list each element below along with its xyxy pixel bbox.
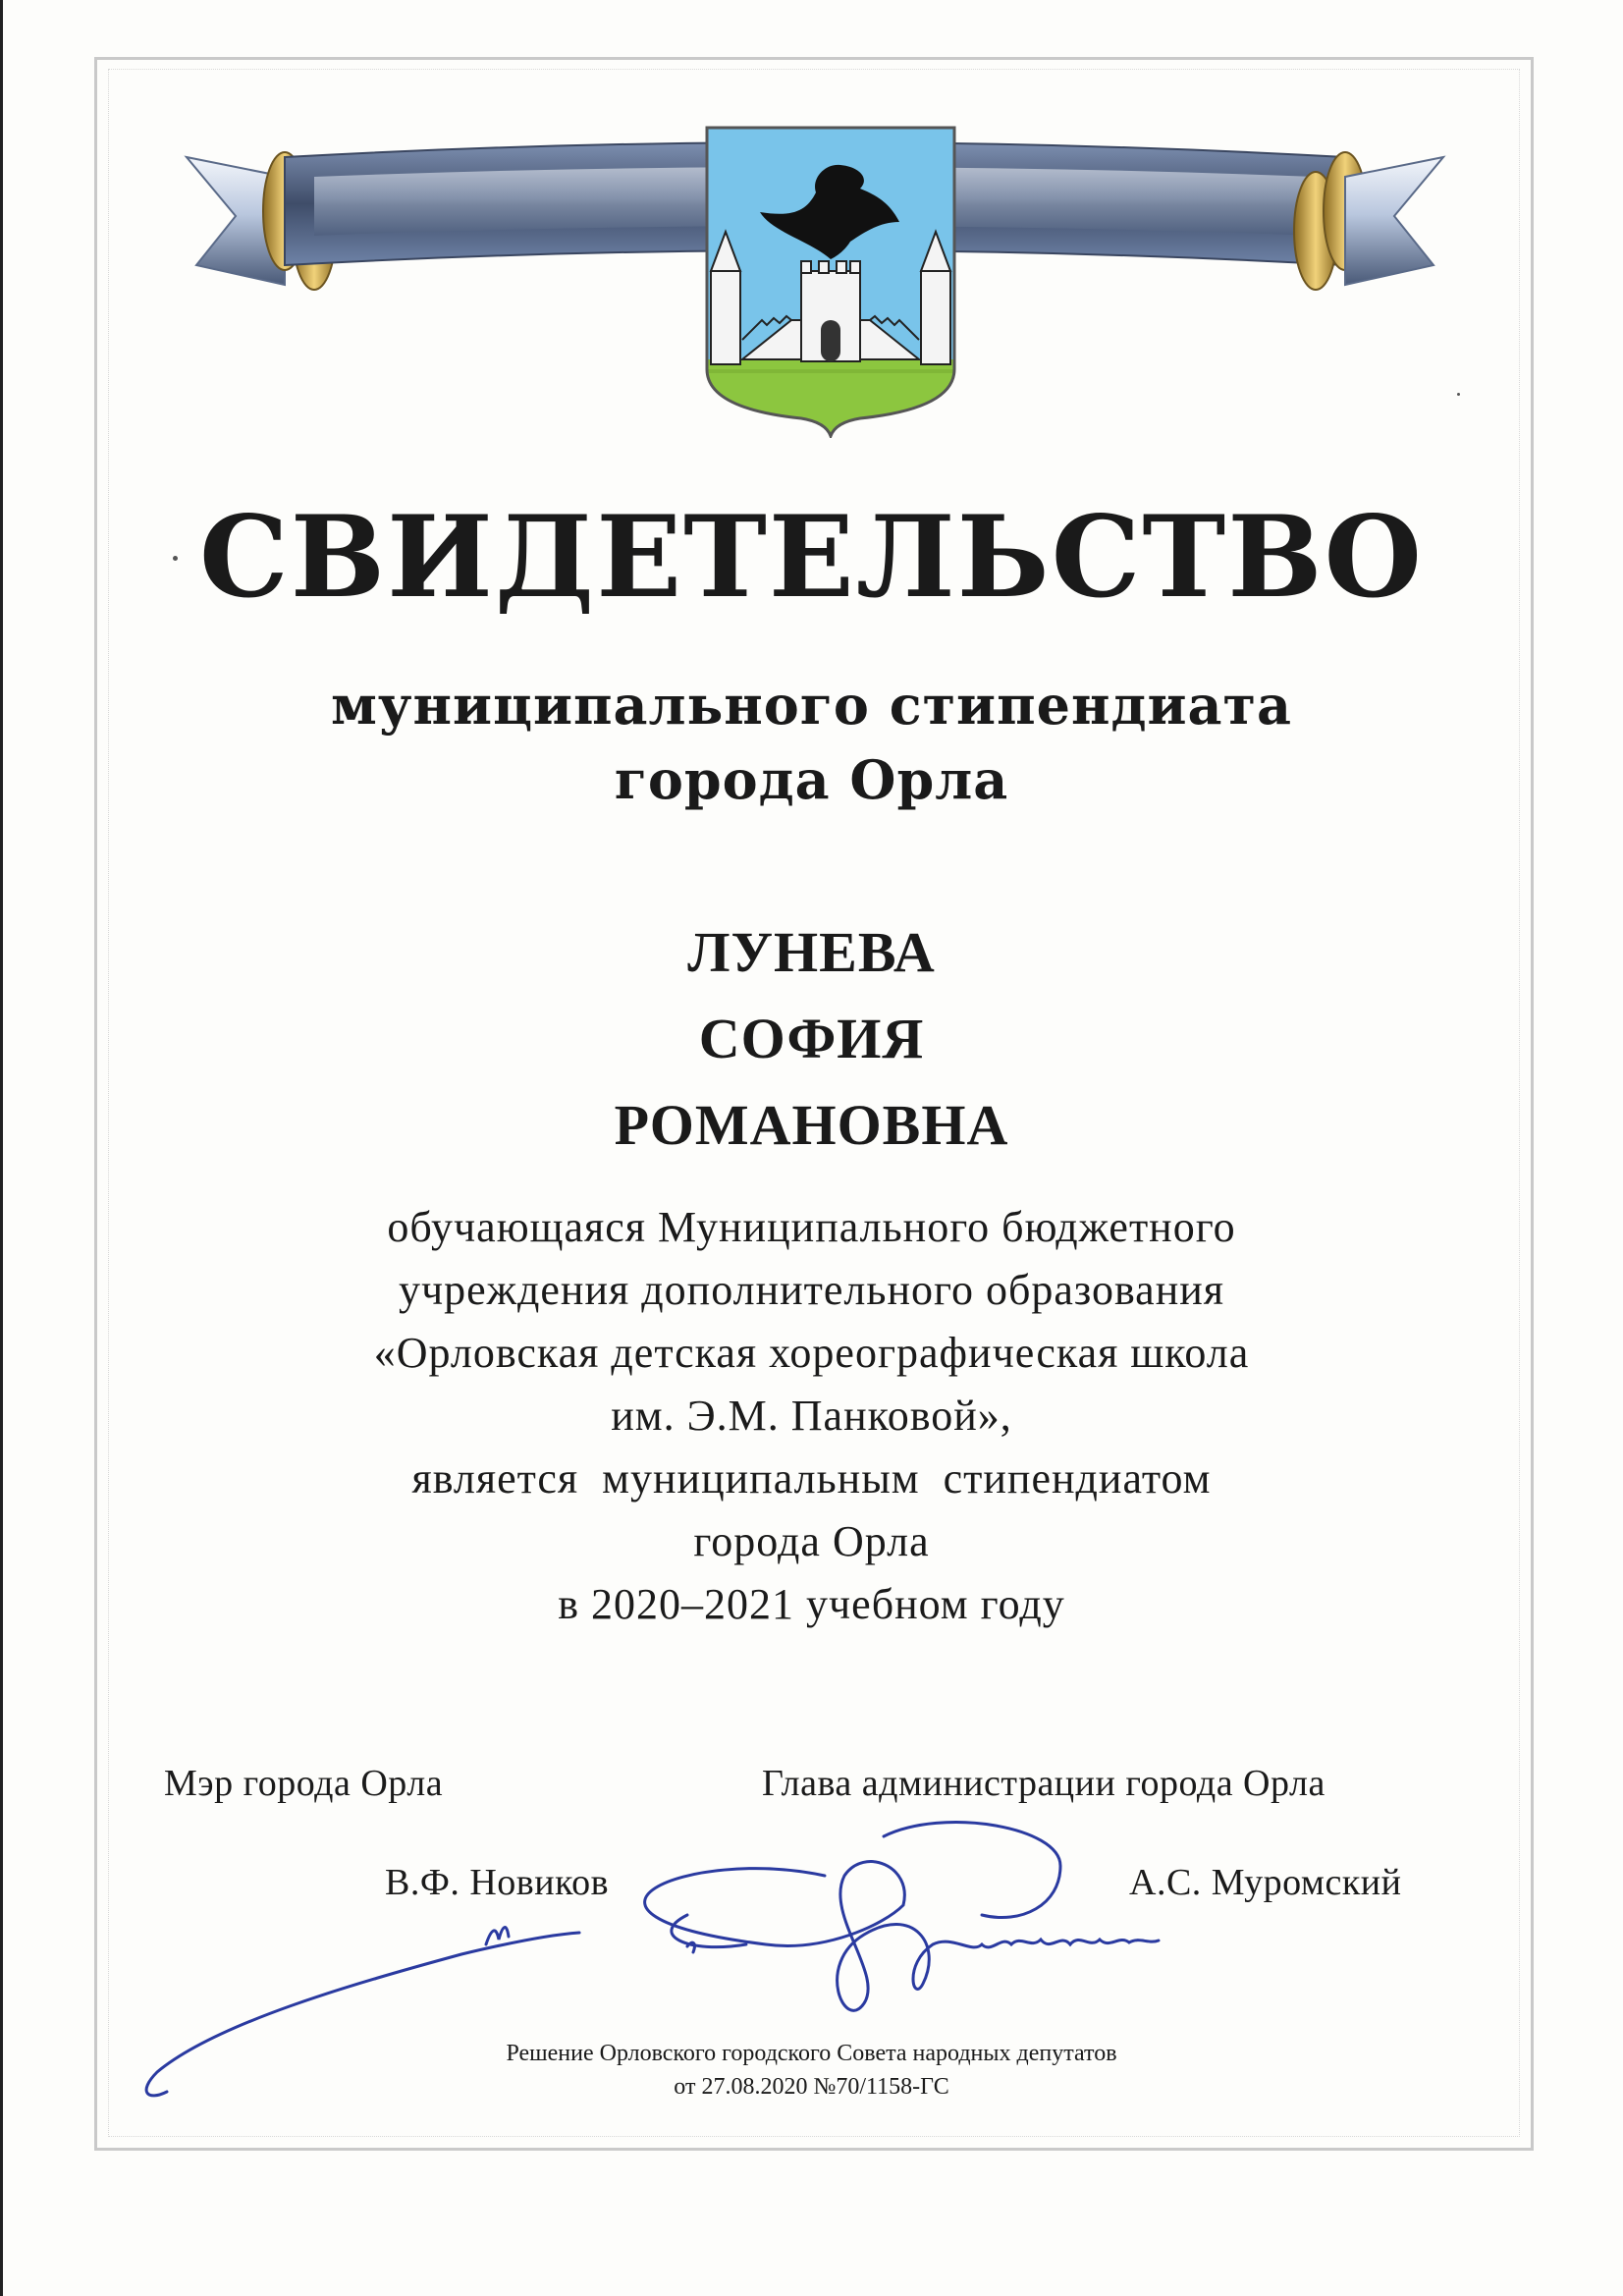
certificate-subtitle [0, 668, 1623, 817]
footer-decision [0, 2037, 1623, 2104]
footer-line: Решение Орловского городского Совета народных депутатов [506, 2041, 1117, 2066]
scan-speck [173, 556, 178, 561]
body-line: им. Э.М. Панковой», [611, 1392, 1012, 1440]
body-line: города Орла [693, 1517, 930, 1565]
body-line: учреждения дополнительного образования [398, 1266, 1225, 1314]
mayor-title: Мэр города Орла [164, 1763, 444, 1804]
mayor-name: В.Ф. Новиков [385, 1862, 610, 1903]
body-line: является муниципальным стипендиатом [411, 1454, 1212, 1503]
head-of-administration-signature [645, 1823, 1159, 2011]
body-line: в 2020–2021 учебном году [558, 1580, 1065, 1628]
scan-speck [1457, 393, 1460, 396]
recipient-first-name: СОФИЯ [698, 1007, 925, 1070]
subtitle-line: муниципального стипендиата [331, 674, 1292, 737]
head-of-administration-title: Глава администрации города Орла [762, 1763, 1325, 1804]
coat-of-arms-icon [703, 124, 958, 438]
recipient-patronymic: РОМАНОВНА [614, 1093, 1009, 1157]
certificate-title: СВИДЕТЕЛЬСТВО [199, 491, 1424, 623]
recipient-name [0, 909, 1623, 1169]
head-of-administration-name: А.С. Муромский [1129, 1862, 1402, 1903]
recipient-surname: ЛУНЕВА [687, 920, 936, 984]
certificate-body [0, 1196, 1623, 1636]
body-line: «Орловская детская хореографическая школа [373, 1329, 1250, 1377]
body-line: обучающаяся Муниципального бюджетного [387, 1203, 1236, 1251]
subtitle-line: города Орла [614, 748, 1009, 811]
footer-line: от 27.08.2020 №70/1158-ГС [674, 2074, 949, 2100]
